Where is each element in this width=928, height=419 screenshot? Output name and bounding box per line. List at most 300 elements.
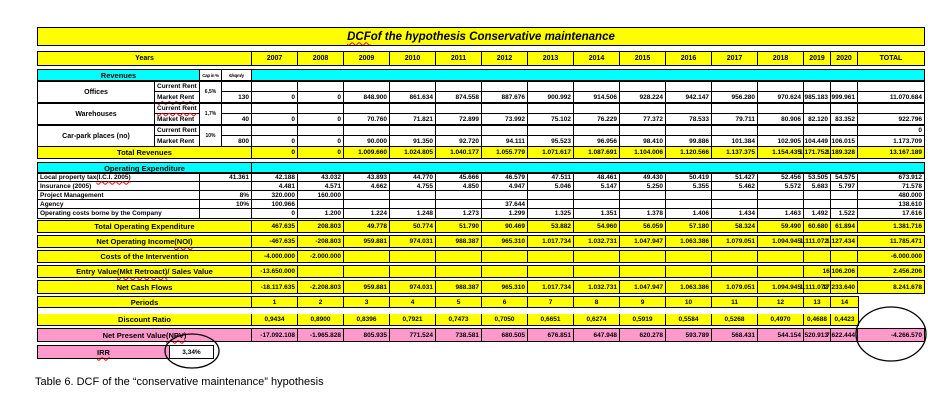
- value-cell: 0: [252, 92, 298, 102]
- value-cell: [712, 200, 758, 209]
- value-cell: 988.387: [436, 236, 482, 247]
- value-cell: 13.167.189: [889, 149, 922, 156]
- value-cell: -2.000.000: [298, 251, 344, 262]
- years-header-row: [38, 52, 924, 65]
- value-cell: [344, 266, 390, 277]
- value-cell: [831, 126, 858, 136]
- value-cell: [436, 104, 482, 114]
- value-cell: 2018: [758, 52, 804, 65]
- opex-param: 41.361: [200, 173, 252, 182]
- intervention-costs-label: Costs of the Intervention: [38, 251, 252, 262]
- value-cell: 71.578: [858, 182, 924, 191]
- value-cell: 1.120.566: [666, 147, 712, 158]
- value-cell: 80.906: [758, 114, 804, 124]
- value-cell: 0,4423: [834, 316, 855, 323]
- value-cell: 0: [252, 147, 298, 158]
- value-cell: 5.355: [666, 182, 712, 191]
- value-cell: [712, 251, 758, 262]
- value-cell: [390, 251, 436, 262]
- offices-market-rent-rate: 130: [222, 92, 252, 102]
- value-cell: 42.188: [252, 173, 298, 182]
- value-cell: [831, 104, 858, 114]
- value-cell: -4.266.570: [890, 331, 922, 339]
- npv-values: [252, 329, 924, 341]
- value-cell: 8: [574, 297, 620, 308]
- periods-label: Periods: [38, 297, 252, 308]
- value-cell: 320.000: [252, 191, 298, 200]
- value-cell: -4.000.000: [252, 251, 298, 262]
- value-cell: 5.797: [831, 182, 858, 191]
- value-cell: 1.325: [528, 209, 574, 218]
- value-cell: 11.785.471: [889, 238, 922, 245]
- value-cell: [666, 251, 712, 262]
- value-cell: 2.456.206: [893, 268, 922, 275]
- value-cell: 1.378: [620, 209, 666, 218]
- value-cell: 13: [804, 297, 831, 308]
- value-cell: 50.419: [666, 173, 712, 182]
- opex-values: [252, 191, 924, 200]
- value-cell: 738.581: [436, 329, 482, 341]
- value-cell: 48.461: [574, 173, 620, 182]
- opex-label-note: (I.C.I. 2005): [96, 173, 131, 181]
- value-cell: 8.241.678: [893, 283, 922, 291]
- entry-value-note: (Mkt Retroact): [116, 267, 168, 276]
- value-cell: [528, 126, 574, 136]
- value-cell: 5.683: [804, 182, 831, 191]
- total-opex-values: [252, 221, 924, 232]
- value-cell: 0,8396: [344, 314, 390, 325]
- value-cell: [666, 82, 712, 92]
- carpark-market-rent-label: Market Rent: [155, 136, 200, 146]
- value-cell: [344, 191, 390, 200]
- value-cell: 94.111: [482, 136, 528, 146]
- value-cell: [666, 266, 712, 277]
- value-cell: [620, 251, 666, 262]
- opex-row-project-management: [38, 191, 924, 200]
- entry-value-values: [252, 266, 924, 277]
- value-cell: -208.803: [298, 236, 344, 247]
- value-cell: 1.171.752: [804, 147, 831, 158]
- value-cell: 91.350: [390, 136, 436, 146]
- value-cell: 45.666: [436, 173, 482, 182]
- value-cell: 974.031: [390, 281, 436, 293]
- value-cell: [436, 251, 482, 262]
- value-cell: 49.430: [620, 173, 666, 182]
- value-cell: 90.000: [344, 136, 390, 146]
- value-cell: 1.055.779: [482, 147, 528, 158]
- value-cell: [804, 200, 831, 209]
- value-cell: 1.273: [436, 209, 482, 218]
- value-cell: [344, 251, 390, 262]
- value-cell: 1.017.734: [528, 236, 574, 247]
- warehouses-market-rent-rate: 40: [222, 114, 252, 124]
- noi-values: [252, 236, 924, 247]
- value-cell: 2012: [482, 52, 528, 65]
- value-cell: 1.434: [712, 209, 758, 218]
- value-cell: 59.490: [758, 221, 804, 232]
- value-cell: 922.796: [898, 115, 922, 123]
- value-cell: 4: [390, 297, 436, 308]
- value-cell: [436, 200, 482, 209]
- value-cell: [298, 104, 344, 114]
- value-cell: 1.463: [758, 209, 804, 218]
- value-cell: 100.966: [252, 200, 298, 209]
- value-cell: 51.427: [712, 173, 758, 182]
- value-cell: [620, 82, 666, 92]
- value-cell: [298, 200, 344, 209]
- value-cell: 79.711: [712, 114, 758, 124]
- value-cell: 44.770: [390, 173, 436, 182]
- value-cell: 2010: [390, 52, 436, 65]
- total-revenues-row: [38, 147, 924, 158]
- value-cell: [666, 104, 712, 114]
- value-cell: 77.372: [620, 114, 666, 124]
- value-cell: [574, 200, 620, 209]
- value-cell: 4.947: [482, 182, 528, 191]
- value-cell: [528, 200, 574, 209]
- value-cell: 0: [298, 92, 344, 102]
- value-cell: [858, 104, 924, 114]
- value-cell: 53.505: [804, 173, 831, 182]
- value-cell: [482, 82, 528, 92]
- revenues-header-row: [38, 70, 924, 80]
- value-cell: 4.755: [390, 182, 436, 191]
- value-cell: 1.351: [574, 209, 620, 218]
- revenues-header-strip: [252, 70, 924, 80]
- value-cell: [712, 82, 758, 92]
- value-cell: [528, 251, 574, 262]
- value-cell: 4.662: [344, 182, 390, 191]
- carpark-market-rent-rate: 800: [222, 136, 252, 146]
- value-cell: 2: [298, 297, 344, 308]
- rent-per-sqm-column-header: €/sqm/y: [222, 70, 252, 80]
- empty-cell: [222, 126, 252, 136]
- offices-market-rent-values: [252, 92, 924, 102]
- value-cell: 2013: [528, 52, 574, 65]
- value-cell: [831, 200, 858, 209]
- value-cell: [758, 126, 804, 136]
- value-cell: [620, 104, 666, 114]
- entry-value-label-suffix: / Sales Value: [167, 267, 213, 276]
- value-cell: 54.960: [574, 221, 620, 232]
- value-cell: 58.324: [712, 221, 758, 232]
- value-cell: [574, 126, 620, 136]
- value-cell: 61.894: [831, 221, 858, 232]
- value-cell: [344, 82, 390, 92]
- value-cell: 98.410: [620, 136, 666, 146]
- value-cell: 2009: [344, 52, 390, 65]
- npv-acronym: (NPV): [165, 330, 187, 340]
- value-cell: [758, 200, 804, 209]
- net-cash-flows-values: [252, 281, 924, 293]
- offices-block: [38, 82, 924, 102]
- value-cell: 1.063.386: [666, 281, 712, 293]
- value-cell: 47.511: [528, 173, 574, 182]
- value-cell: 0: [298, 114, 344, 124]
- value-cell: 1.079.051: [712, 236, 758, 247]
- value-cell: [804, 126, 831, 136]
- opex-label: Agency: [40, 200, 64, 208]
- value-cell: 1.492: [804, 209, 831, 218]
- value-cell: 2016: [666, 52, 712, 65]
- value-cell: 0,6274: [574, 314, 620, 325]
- value-cell: 138.610: [858, 200, 924, 209]
- opex-row-insurance: [38, 182, 924, 191]
- empty-cell: [222, 82, 252, 92]
- value-cell: 3: [344, 297, 390, 308]
- value-cell: 50.774: [390, 221, 436, 232]
- entry-value-row: [38, 266, 924, 277]
- offices-current-rent-label: Current Rent: [155, 82, 200, 92]
- noi-acronym: (NOI): [174, 237, 193, 246]
- value-cell: 959.881: [344, 281, 390, 293]
- value-cell: [831, 82, 858, 92]
- value-cell: 1.154.435: [758, 147, 804, 158]
- value-cell: 10: [666, 297, 712, 308]
- value-cell: [620, 126, 666, 136]
- value-cell: 1.522: [831, 209, 858, 218]
- value-cell: 861.634: [390, 92, 436, 102]
- value-cell: [620, 191, 666, 200]
- value-cell: 0,6651: [528, 314, 574, 325]
- value-cell: 680.505: [482, 329, 528, 341]
- value-cell: 46.579: [482, 173, 528, 182]
- value-cell: 900.992: [528, 92, 574, 102]
- discount-ratio-values: [252, 314, 858, 325]
- opex-param: [200, 209, 252, 218]
- value-cell: 17.616: [902, 210, 922, 217]
- value-cell: [712, 104, 758, 114]
- value-cell: 78.533: [666, 114, 712, 124]
- value-cell: [620, 266, 666, 277]
- value-cell: 2011: [436, 52, 482, 65]
- value-cell: 101.384: [712, 136, 758, 146]
- value-cell: 1.032.731: [574, 281, 620, 293]
- value-cell: [804, 191, 831, 200]
- value-cell: 43.032: [298, 173, 344, 182]
- value-cell: 56.059: [620, 221, 666, 232]
- value-cell: 4.850: [436, 182, 482, 191]
- total-revenues-label: Total Revenues: [38, 147, 252, 158]
- value-cell: 2014: [574, 52, 620, 65]
- value-cell: 544.154: [758, 329, 804, 341]
- value-cell: 988.387: [436, 281, 482, 293]
- value-cell: 620.278: [620, 329, 666, 341]
- dcf-table: [38, 28, 924, 358]
- irr-value: 3,34%: [170, 346, 213, 358]
- value-cell: [666, 200, 712, 209]
- value-cell: 2008: [298, 52, 344, 65]
- value-cell: 106.015: [831, 136, 858, 146]
- value-cell: [758, 82, 804, 92]
- value-cell: 970.624: [758, 92, 804, 102]
- value-cell: 1.032.731: [574, 236, 620, 247]
- offices-market-rent-label: Market Rent: [155, 92, 200, 102]
- irr-row: [38, 346, 213, 358]
- value-cell: 1.063.386: [666, 236, 712, 247]
- value-cell: 1.406: [666, 209, 712, 218]
- value-cell: [298, 266, 344, 277]
- value-cell: 771.524: [390, 329, 436, 341]
- value-cell: [482, 266, 528, 277]
- opex-items-block: [38, 173, 924, 218]
- warehouses-cap-rate: 1,7%: [200, 104, 222, 124]
- periods-values: [252, 297, 858, 308]
- value-cell: 593.789: [666, 329, 712, 341]
- value-cell: 75.102: [528, 114, 574, 124]
- value-cell: 0,5268: [712, 314, 758, 325]
- value-cell: -18.117.635: [252, 281, 298, 293]
- value-cell: [666, 126, 712, 136]
- title-text: of the hypothesis Conservative maintenance: [370, 30, 615, 43]
- offices-label: Offices: [38, 82, 155, 102]
- value-cell: 5.046: [528, 182, 574, 191]
- value-cell: 0,5584: [666, 314, 712, 325]
- value-cell: 568.431: [712, 329, 758, 341]
- value-cell: 1.017.734: [528, 281, 574, 293]
- warehouses-market-rent-values: [252, 114, 924, 124]
- opex-header-label: Operating Expenditure: [38, 163, 252, 173]
- value-cell: 0,4688: [804, 314, 831, 325]
- value-cell: 647.948: [574, 329, 620, 341]
- value-cell: [436, 191, 482, 200]
- value-cell: [712, 266, 758, 277]
- value-cell: 1.111.072: [804, 281, 831, 293]
- warehouses-current-rent-values: [252, 104, 924, 114]
- value-cell: 0,8900: [298, 314, 344, 325]
- value-cell: 2020: [831, 52, 858, 65]
- value-cell: 53.882: [528, 221, 574, 232]
- value-cell: [482, 104, 528, 114]
- table-caption: Table 6. DCF of the “conservative maintenance” hypothesis: [35, 376, 324, 388]
- value-cell: -17.092.108: [252, 329, 298, 341]
- value-cell: 7.622.444: [831, 329, 858, 341]
- value-cell: 999.961: [831, 92, 858, 102]
- value-cell: 70.760: [344, 114, 390, 124]
- discount-ratio-label: Discount Ratio: [38, 314, 252, 325]
- value-cell: [252, 104, 298, 114]
- value-cell: [436, 126, 482, 136]
- value-cell: 805.935: [344, 329, 390, 341]
- value-cell: [574, 82, 620, 92]
- value-cell: [390, 126, 436, 136]
- value-cell: 71.821: [390, 114, 436, 124]
- value-cell: [831, 251, 858, 262]
- value-cell: 956.280: [712, 92, 758, 102]
- net-cash-flows-row: [38, 281, 924, 293]
- value-cell: [528, 104, 574, 114]
- value-cell: 480.000: [858, 191, 924, 200]
- opex-values: [252, 173, 924, 182]
- value-cell: [344, 200, 390, 209]
- carpark-label: Car-park places (no): [38, 126, 155, 146]
- value-cell: 72.899: [436, 114, 482, 124]
- cap-rate-column-header: Cap in %: [200, 70, 222, 80]
- value-cell: 37.644: [482, 200, 528, 209]
- value-cell: 0: [252, 136, 298, 146]
- opex-label: Local property tax: [40, 173, 97, 181]
- value-cell: [390, 200, 436, 209]
- value-cell: 928.224: [620, 92, 666, 102]
- value-cell: 54.575: [831, 173, 858, 182]
- value-cell: 60.680: [804, 221, 831, 232]
- value-cell: [390, 82, 436, 92]
- years-label: Years: [38, 52, 252, 65]
- value-cell: [804, 82, 831, 92]
- value-cell: [390, 104, 436, 114]
- value-cell: 96.956: [574, 136, 620, 146]
- total-opex-row: [38, 221, 924, 232]
- value-cell: -13.650.000: [252, 266, 298, 277]
- value-cell: 5.250: [620, 182, 666, 191]
- value-cell: 0,7050: [482, 314, 528, 325]
- value-cell: 102.905: [758, 136, 804, 146]
- value-cell: TOTAL: [858, 52, 924, 65]
- value-cell: 0: [252, 209, 298, 218]
- opex-param: 10%: [200, 200, 252, 209]
- value-cell: [620, 200, 666, 209]
- total-opex-label: Total Operating Expenditure: [38, 221, 252, 232]
- value-cell: 95.523: [528, 136, 574, 146]
- opex-row-property-tax: [38, 173, 924, 182]
- value-cell: [712, 126, 758, 136]
- value-cell: [666, 191, 712, 200]
- value-cell: 1.071.617: [528, 147, 574, 158]
- value-cell: 1.200: [298, 209, 344, 218]
- carpark-market-rent-values: [252, 136, 924, 146]
- value-cell: [298, 126, 344, 136]
- npv-row: [38, 329, 924, 341]
- value-cell: 52.456: [758, 173, 804, 182]
- value-cell: [804, 251, 831, 262]
- net-cash-flows-label: Net Cash Flows: [38, 281, 252, 293]
- value-cell: 0,5919: [620, 314, 666, 325]
- value-cell: 6: [482, 297, 528, 308]
- value-cell: [436, 266, 482, 277]
- value-cell: 0,7473: [436, 314, 482, 325]
- value-cell: 0: [298, 147, 344, 158]
- opex-values: [252, 209, 924, 218]
- value-cell: -2.208.803: [298, 281, 344, 293]
- value-cell: 985.183: [804, 92, 831, 102]
- value-cell: [574, 191, 620, 200]
- value-cell: 76.229: [574, 114, 620, 124]
- value-cell: 99.886: [666, 136, 712, 146]
- value-cell: 208.803: [298, 221, 344, 232]
- noi-row: [38, 236, 924, 247]
- revenues-header-label: Revenues: [38, 70, 200, 80]
- value-cell: [758, 266, 804, 277]
- value-cell: 676.851: [528, 329, 574, 341]
- value-cell: 1.024.805: [390, 147, 436, 158]
- value-cell: 14: [831, 297, 858, 308]
- value-cell: [574, 266, 620, 277]
- warehouses-current-rent-label: Current Rent: [155, 104, 200, 114]
- value-cell: 4.481: [252, 182, 298, 191]
- value-cell: 1.299: [482, 209, 528, 218]
- value-cell: -467.635: [252, 236, 298, 247]
- noi-label: Net Operating Income: [96, 237, 175, 246]
- value-cell: -1.965.828: [298, 329, 344, 341]
- value-cell: 2017: [712, 52, 758, 65]
- value-cell: 90.469: [482, 221, 528, 232]
- value-cell: [528, 82, 574, 92]
- value-cell: 1.173.709: [893, 137, 922, 145]
- value-cell: 965.310: [482, 281, 528, 293]
- value-cell: 0,9434: [252, 314, 298, 325]
- npv-label: Net Present Value: [102, 330, 166, 340]
- value-cell: [482, 251, 528, 262]
